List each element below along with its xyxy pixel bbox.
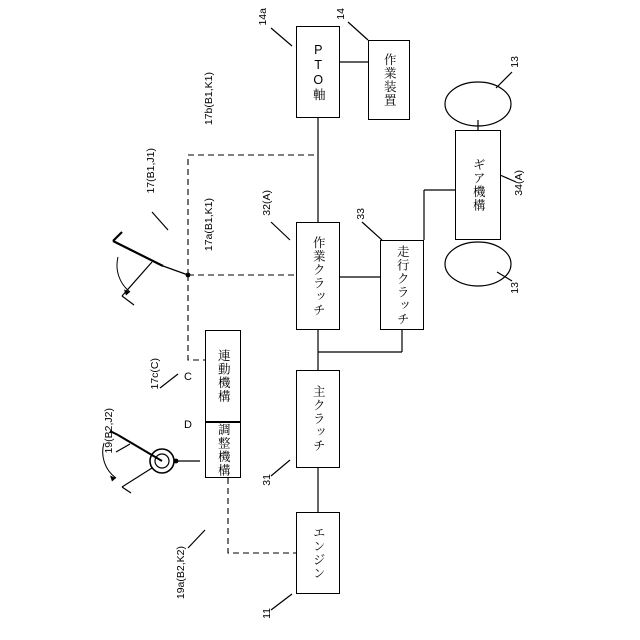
- point-letter-c: C: [184, 371, 192, 383]
- block-work-clutch: [296, 222, 340, 330]
- ref-13-upper: 13: [509, 56, 521, 68]
- ref-17: 17(B1,J1): [145, 148, 157, 194]
- block-interlock-mechanism-label: 連動機構: [216, 349, 231, 403]
- ref-19a: 19a(B2,K2): [175, 546, 187, 600]
- block-interlock-mechanism: [205, 330, 241, 422]
- block-pto-shaft-label: PTO軸: [311, 42, 326, 102]
- ref-19: 19(B2,J2): [103, 408, 115, 454]
- block-main-clutch: [296, 370, 340, 468]
- ref-17a: 17a(B1,K1): [203, 198, 215, 252]
- block-gear-mechanism: [455, 130, 501, 240]
- block-main-clutch-label: 主クラッチ: [311, 385, 326, 453]
- block-adjust-mechanism: [205, 422, 241, 478]
- block-drive-clutch-label: 走行クラッチ: [395, 244, 410, 326]
- block-gear-mechanism-label: ギア機構: [471, 158, 486, 212]
- block-drive-clutch: [380, 240, 424, 330]
- block-work-device: [368, 40, 410, 120]
- ref-17c: 17c(C): [149, 358, 161, 390]
- block-adjust-mechanism-label: 調整機構: [216, 423, 231, 477]
- ref-17b: 17b(B1,K1): [203, 72, 215, 126]
- ref-14a: 14a: [257, 8, 269, 26]
- block-work-device-label: 作業装置: [382, 53, 397, 107]
- block-engine-label: エンジン: [311, 526, 326, 580]
- block-engine: [296, 512, 340, 594]
- point-letter-d: D: [184, 419, 192, 431]
- ref-14: 14: [335, 8, 347, 20]
- ref-32A: 32(A): [261, 190, 273, 216]
- block-work-clutch-label: 作業クラッチ: [311, 235, 326, 317]
- ref-11: 11: [261, 608, 273, 619]
- ref-34A: 34(A): [513, 170, 525, 196]
- ref-33: 33: [355, 208, 367, 220]
- block-pto-shaft: [296, 26, 340, 118]
- ref-13-lower: 13: [509, 282, 521, 294]
- ref-31: 31: [261, 474, 273, 486]
